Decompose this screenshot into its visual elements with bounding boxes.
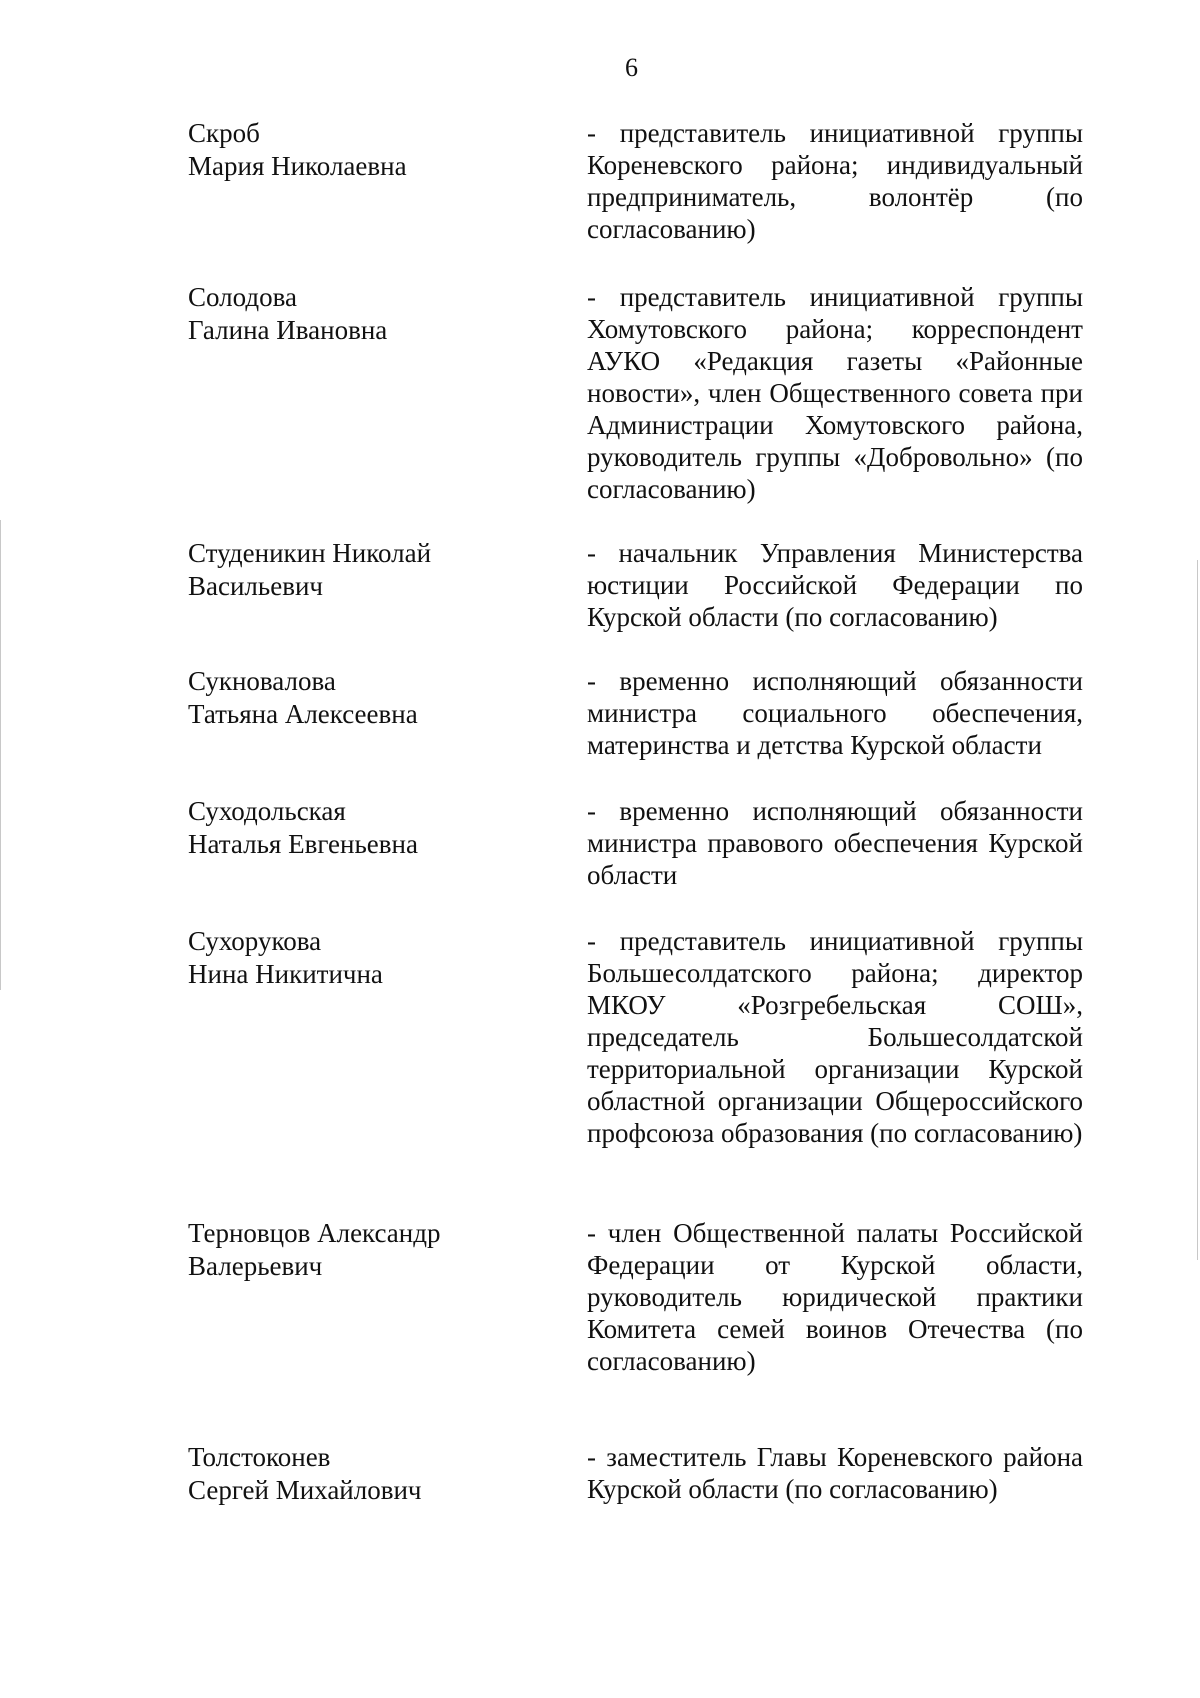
person-position: - временно исполняющий обязанности министра социального обеспечения, материнства и детства Курской области <box>587 666 1083 760</box>
person-position: - представитель инициативной группы Большесолдатского района; директор МКОУ «Розгребельская СОШ», председатель Большесолдатской территориальной организации Курской областной организации Общероссийского профсоюза образования (по согласованию) <box>587 926 1083 1148</box>
person-surname: Суходольская <box>188 796 346 826</box>
person-surname: Сукновалова <box>188 666 336 696</box>
person-surname: Студеникин Николай <box>188 538 432 568</box>
person-position: - временно исполняющий обязанности министра правового обеспечения Курской области <box>587 796 1083 890</box>
person-name <box>188 537 588 603</box>
person-surname: Толстоконев <box>188 1442 331 1472</box>
person-name <box>188 1217 588 1283</box>
person-position: - заместитель Главы Кореневского района Курской области (по согласованию) <box>587 1442 1083 1504</box>
person-position: - начальник Управления Министерства юстиции Российской Федерации по Курской области (по согласованию) <box>587 538 1083 632</box>
person-given-names: Мария Николаевна <box>188 151 407 181</box>
scan-edge-mark <box>0 520 1 990</box>
person-name <box>188 117 588 183</box>
person-surname: Сухорукова <box>188 926 322 956</box>
person-name <box>188 795 588 861</box>
person-surname: Терновцов Александр <box>188 1218 441 1248</box>
page-number: 6 <box>625 53 638 82</box>
person-name <box>188 281 588 347</box>
person-position: - представитель инициативной группы Хомутовского района; корреспондент АУКО «Редакция газеты «Районные новости», член Общественного совета при Администрации Хомутовского района, руководитель группы «Добровольно» (по согласованию) <box>587 282 1083 504</box>
person-surname: Солодова <box>188 282 297 312</box>
person-given-names: Нина Никитична <box>188 959 383 989</box>
person-name <box>188 665 588 731</box>
person-given-names: Галина Ивановна <box>188 315 388 345</box>
person-position: - представитель инициативной группы Кореневского района; индивидуальный предприниматель, волонтёр (по согласованию) <box>587 118 1083 244</box>
person-given-names: Валерьевич <box>188 1251 323 1281</box>
person-given-names: Татьяна Алексеевна <box>188 699 418 729</box>
scan-edge-mark <box>1197 560 1198 1260</box>
person-given-names: Наталья Евгеньевна <box>188 829 418 859</box>
person-name <box>188 1441 588 1507</box>
person-position: - член Общественной палаты Российской Федерации от Курской области, руководитель юридической практики Комитета семей воинов Отечества (по согласованию) <box>587 1218 1083 1376</box>
person-surname: Скроб <box>188 118 260 148</box>
person-name <box>188 925 588 991</box>
person-given-names: Сергей Михайлович <box>188 1475 422 1505</box>
person-given-names: Васильевич <box>188 571 323 601</box>
